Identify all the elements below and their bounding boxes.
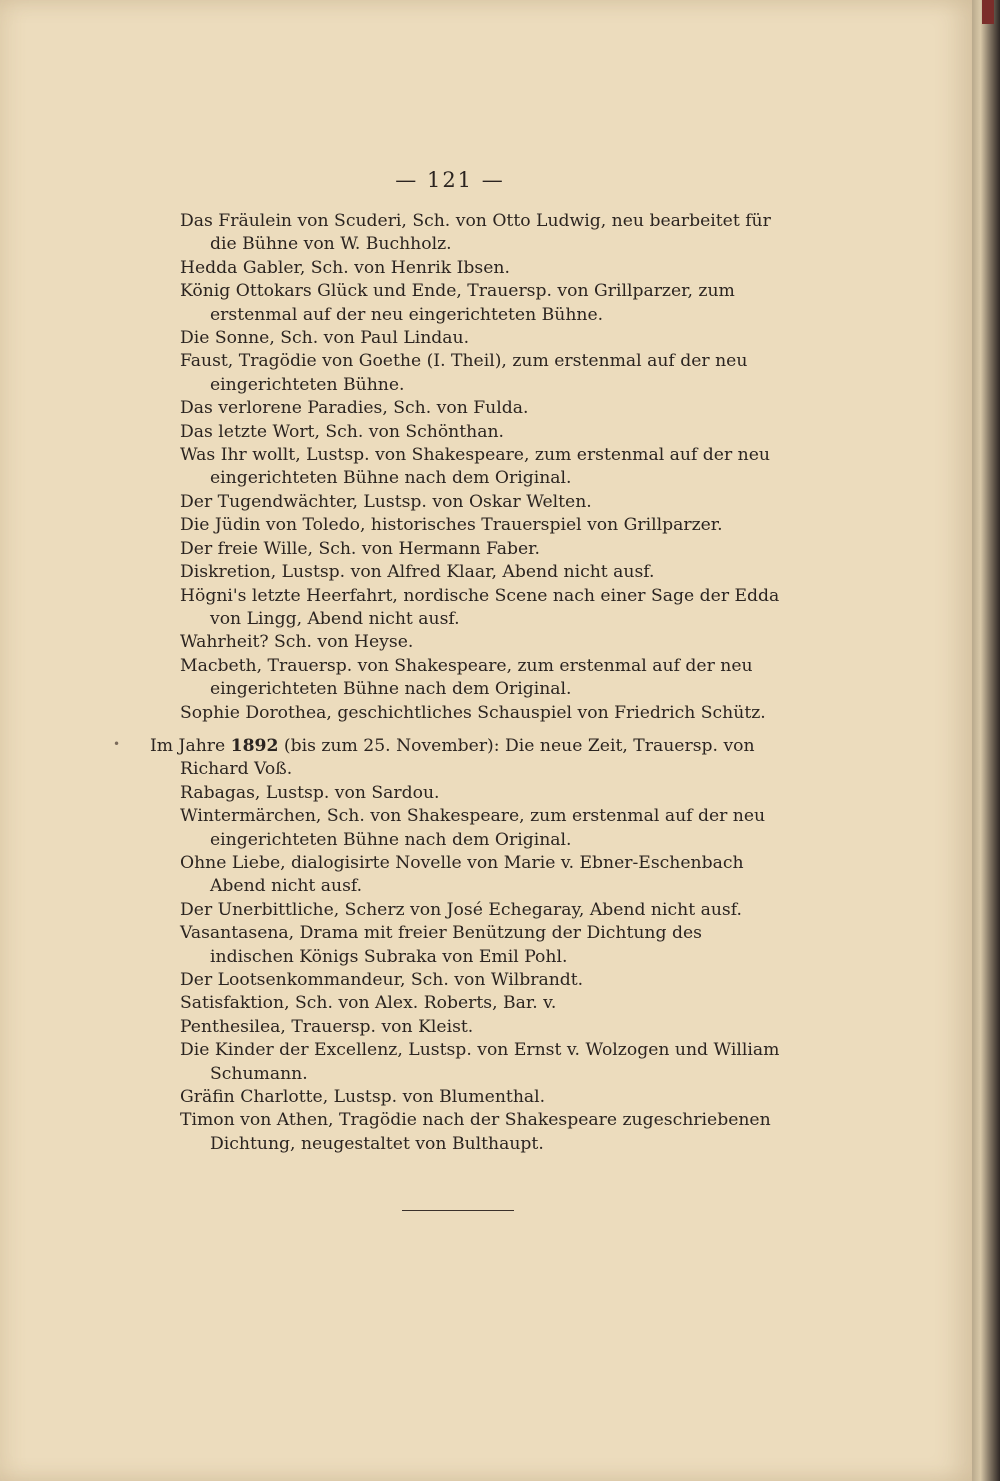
play-entry: Faust, Tragödie von Goethe (I. Theil), zum erstenmal auf der neu eingerichteten Bühne.	[180, 351, 748, 395]
section-year: 1892	[230, 735, 279, 756]
play-entry: Macbeth, Trauersp. von Shakespeare, zum erstenmal auf der neu eingerichteten Bühne nach dem Original.	[180, 655, 753, 700]
entries-before	[150, 210, 786, 725]
play-entry: Das verlorene Paradies, Sch. von Fulda.	[180, 398, 529, 419]
play-entry: Der freie Wille, Sch. von Hermann Faber.	[180, 538, 540, 559]
play-entry: Das Fräulein von Scuderi, Sch. von Otto Ludwig, neu bearbeitet für die Bühne von W. Buchholz.	[180, 211, 771, 255]
play-entry: Der Lootsenkommandeur, Sch. von Wilbrandt.	[180, 970, 584, 990]
play-entry: Hedda Gabler, Sch. von Henrik Ibsen.	[180, 257, 510, 278]
entries-after	[150, 782, 786, 1157]
play-entry: Ohne Liebe, dialogisirte Novelle von Marie v. Ebner-Eschenbach Abend nicht ausf.	[180, 852, 744, 897]
closing-rule	[402, 1210, 514, 1211]
play-entry: Gräfin Charlotte, Lustsp. von Blumenthal.	[180, 1087, 546, 1108]
section-heading	[150, 735, 786, 782]
play-entry: Der Unerbittliche, Scherz von José Echegaray, Abend nicht ausf.	[180, 899, 742, 920]
play-entry: Satisfaktion, Sch. von Alex. Roberts, Bar. v.	[180, 993, 557, 1014]
play-entry: Wintermärchen, Sch. von Shakespeare, zum erstenmal auf der neu eingerichteten Bühne nach dem Original.	[180, 806, 766, 850]
play-entry: Die Sonne, Sch. von Paul Lindau.	[180, 328, 470, 349]
play-entry: Vasantasena, Drama mit freier Benützung der Dichtung des indischen Königs Subraka von Emil Pohl.	[180, 923, 702, 967]
play-entry: Timon von Athen, Tragödie nach der Shakespeare zugeschriebenen Dichtung, neugestaltet von Bulthaupt.	[180, 1110, 771, 1154]
section-rest: (bis zum 25. November): Die neue Zeit, Trauersp. von Richard Voß.	[180, 735, 755, 780]
play-entry: Högni's letzte Heerfahrt, nordische Scene nach einer Sage der Edda von Lingg, Abend nicht ausf.	[180, 585, 780, 629]
play-entry: Rabagas, Lustsp. von Sardou.	[180, 782, 440, 803]
play-entry: Diskretion, Lustsp. von Alfred Klaar, Abend nicht ausf.	[180, 562, 655, 583]
page-edge	[972, 0, 1000, 1481]
play-entry: König Ottokars Glück und Ende, Trauersp. von Grillparzer, zum erstenmal auf der neu eingerichteten Bühne.	[180, 281, 735, 325]
play-entry: Die Jüdin von Toledo, historisches Trauerspiel von Grillparzer.	[180, 515, 723, 536]
play-entry: Die Kinder der Excellenz, Lustsp. von Ernst v. Wolzogen und William Schumann.	[180, 1040, 780, 1084]
bookmark-ribbon	[982, 0, 994, 24]
play-entry: Das letzte Wort, Sch. von Schönthan.	[180, 421, 505, 442]
play-entry: Sophie Dorothea, geschichtliches Schauspiel von Friedrich Schütz.	[180, 702, 766, 723]
page-number: — 121 —	[395, 168, 505, 192]
play-entry: Wahrheit? Sch. von Heyse.	[180, 632, 414, 653]
play-entry: Penthesilea, Trauersp. von Kleist.	[180, 1016, 474, 1037]
page-text	[150, 210, 786, 1156]
margin-mark-icon: •	[113, 737, 121, 751]
play-entry: Was Ihr wollt, Lustsp. von Shakespeare, zum erstenmal auf der neu eingerichteten Bühne nach dem Original.	[180, 445, 770, 489]
play-entry: Der Tugendwächter, Lustsp. von Oskar Welten.	[180, 491, 592, 512]
section-prefix: Im Jahre	[150, 735, 231, 756]
